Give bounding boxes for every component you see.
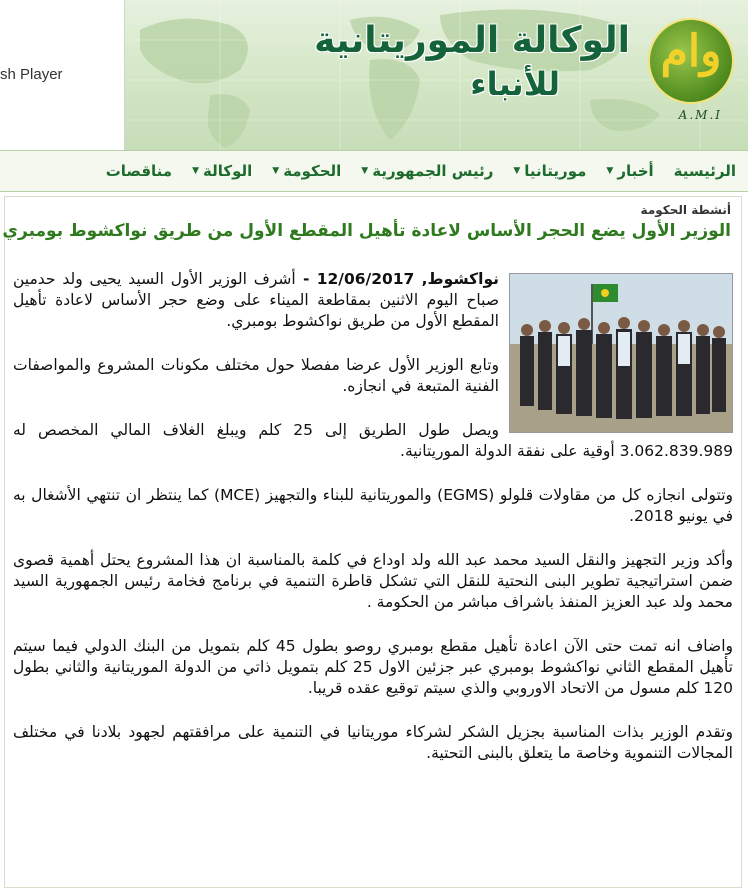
flash-player-text: sh Player — [0, 66, 63, 83]
site-title-line1: الوكالة الموريتانية — [314, 20, 630, 61]
nav-item-home[interactable] — [674, 162, 736, 180]
nav-item-government[interactable] — [272, 162, 341, 180]
article-paragraph: وتقدم الوزير بذات المناسبة بجزيل الشكر لشركاء موريتانيا في التنمية على مرافقتهم لجهود بلادنا في مختلف المجالات التنموية وخاصة ما يتعلق بالبنى التحتية. — [13, 723, 733, 762]
article-paragraph: وتتولى انجازه كل من مقاولات قلولو (EGMS) والموريتانية للبناء والتجهيز (MCE) كما ينتظر ان تنتهي الأشغال به في يونيو 2018. — [13, 486, 733, 525]
site-header — [0, 0, 748, 150]
dropdown-caret-icon: ▼ — [361, 166, 369, 176]
nav-item-mauritania[interactable] — [513, 162, 586, 180]
dropdown-caret-icon: ▼ — [192, 166, 199, 176]
nav-label: الرئيسية — [673, 162, 736, 180]
dropdown-caret-icon: ▼ — [606, 166, 614, 176]
nav-item-agency[interactable] — [192, 162, 252, 180]
article-container — [4, 196, 742, 888]
ami-logo[interactable] — [648, 18, 734, 104]
article-paragraph: ويصل طول الطريق إلى 25 كلم ويبلغ الغلاف المالي المخصص له 3.062.839.989 أوقية على نفقة الدولة الموريتانية. — [13, 421, 733, 460]
main-navigation — [0, 150, 748, 192]
logo-caption: A.M.I — [678, 108, 722, 122]
nav-item-tenders[interactable] — [106, 162, 172, 180]
nav-label: أخبار — [617, 162, 654, 180]
nav-label: الوكالة — [203, 162, 253, 180]
nav-label: مناقصات — [105, 162, 173, 180]
dropdown-caret-icon: ▼ — [513, 166, 521, 176]
nav-label: موريتانيا — [524, 162, 587, 180]
article-paragraph: وتابع الوزير الأول عرضا مفصلا حول مختلف مكونات المشروع والمواصفات الفنية المتبعة في انجازه. — [13, 356, 499, 395]
nav-item-news[interactable] — [606, 162, 653, 180]
article-paragraph: واضاف انه تمت حتى الآن اعادة تأهيل مقطع بومبري روصو بطول 45 كلم بتمويل من البنك الدولي فيما سيتم تأهيل المقطع الثاني نواكشوط بومبري عبر جزئين الاول 25 كلم بتمويل ذاتي من الدولة الموريتانية والثاني بطول 120 كلم مسول من الاتحاد الاوروبي والذي سيتم توقيع عقده قريبا. — [13, 637, 733, 697]
nav-label: رئيس الجمهورية — [372, 162, 494, 180]
article-paragraph: وأكد وزير التجهيز والنقل السيد محمد عبد الله ولد اوداع في كلمة بالمناسبة ان هذا المشروع يحتل أهمية قصوى ضمن استراتيجية تطوير البنى النحتية للنقل التي تشكل قاطرة التنمية في برنامج فخامة رئيس الجمهورية السيد محمد ولد عبد العزيز المنفذ باشراف مباشر من الحكومة . — [13, 551, 733, 611]
nav-label: الحكومة — [283, 162, 342, 180]
site-title-line2: للأنباء — [470, 65, 560, 103]
section-label[interactable]: أنشطة الحكومة — [640, 203, 731, 217]
article-photo[interactable] — [509, 273, 733, 433]
dropdown-caret-icon: ▼ — [272, 166, 280, 176]
paragraph-text: أشرف الوزير الأول السيد يحيى ولد حدمين صباح اليوم الاثنين بمقاطعة الميناء على وضع حجر الأساس لاعادة تأهيل المقطع الأول من طريق نواكشوط بومبري. — [13, 270, 499, 330]
article-headline[interactable]: الوزير الأول يضع الحجر الأساس لاعادة تأهيل المقطع الأول من طريق نواكشوط بومبري — [2, 221, 731, 241]
article-dateline: نواكشوط, 12/06/2017 - — [295, 270, 499, 288]
site-title — [314, 18, 630, 104]
ceremony-photo-image — [510, 274, 732, 432]
logo-mark: وام — [660, 26, 722, 77]
flash-player-placeholder[interactable] — [0, 0, 125, 150]
nav-item-president[interactable] — [361, 162, 493, 180]
